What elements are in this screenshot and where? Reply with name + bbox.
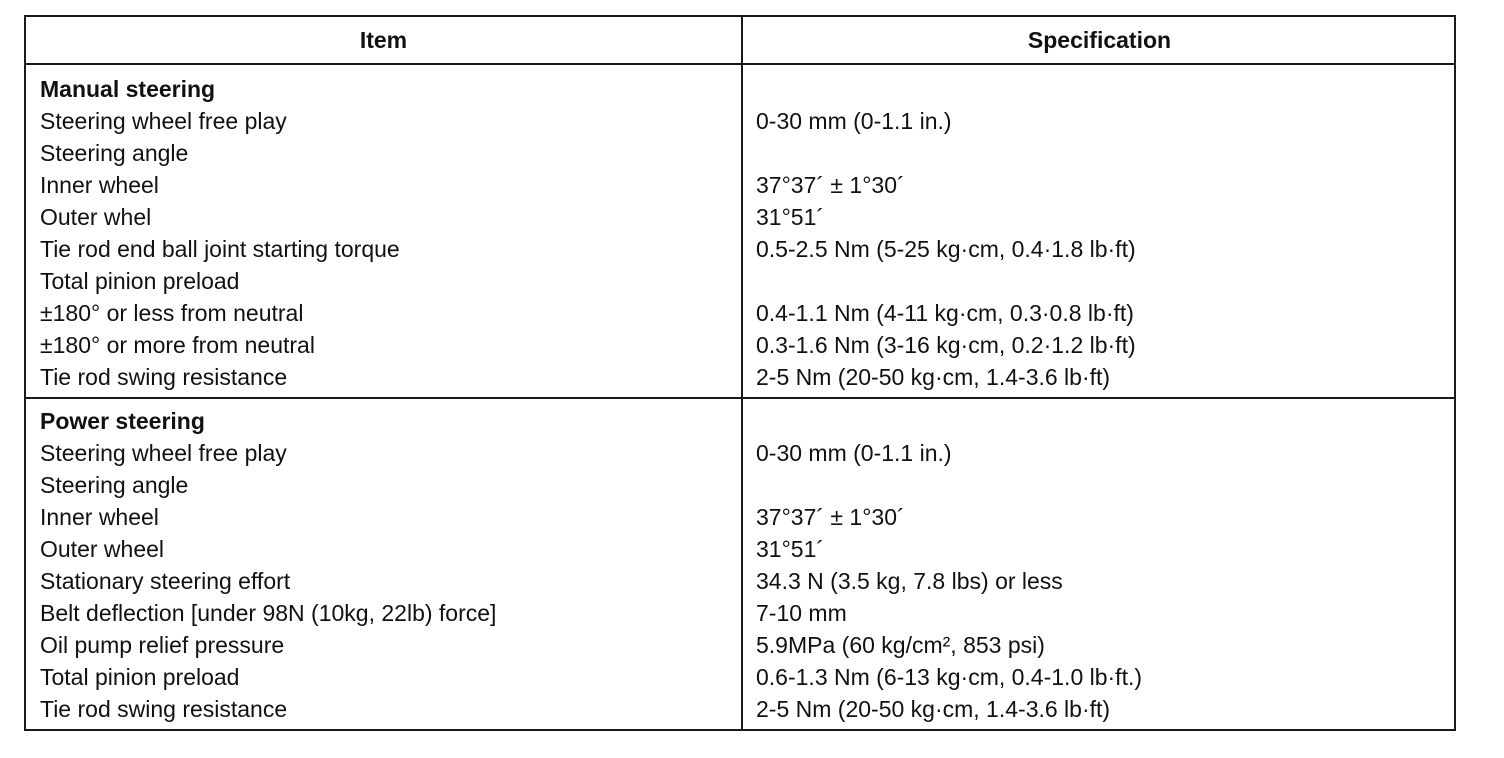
- row-item: Stationary steering effort: [40, 568, 291, 594]
- table-row: [26, 437, 1454, 469]
- spec-table: [24, 15, 1456, 731]
- row-spec: 31°51´: [756, 204, 825, 230]
- row-item: Total pinion preload: [40, 664, 240, 690]
- table-row: [26, 297, 1454, 329]
- row-item: Tie rod end ball joint starting torque: [40, 236, 400, 262]
- row-item: Outer whel: [40, 204, 152, 230]
- row-item: Inner wheel: [40, 172, 159, 198]
- table-row: [26, 469, 1454, 501]
- section-title: Power steering: [40, 408, 205, 434]
- section-power-steering: [26, 399, 1454, 731]
- row-spec: 31°51´: [756, 536, 825, 562]
- table-row: [26, 565, 1454, 597]
- row-item: Oil pump relief pressure: [40, 632, 285, 658]
- row-item: Outer wheel: [40, 536, 165, 562]
- row-spec: 37°37´ ± 1°30´: [756, 172, 905, 198]
- row-spec: 0-30 mm (0-1.1 in.): [756, 108, 952, 134]
- row-spec: 0-30 mm (0-1.1 in.): [756, 440, 952, 466]
- header-specification: Specification: [1027, 27, 1172, 53]
- row-spec: 37°37´ ± 1°30´: [756, 504, 905, 530]
- row-item: Steering angle: [40, 472, 189, 498]
- table-row: [26, 597, 1454, 629]
- section-manual-steering: [26, 65, 1454, 399]
- table-row: [26, 265, 1454, 297]
- row-spec: 34.3 N (3.5 kg, 7.8 lbs) or less: [756, 568, 1063, 594]
- table-row: [26, 169, 1454, 201]
- header-item: Item: [359, 27, 408, 53]
- table-row: [26, 501, 1454, 533]
- table-row: [26, 233, 1454, 265]
- table-row: [26, 661, 1454, 693]
- table-row: [26, 361, 1454, 393]
- table-row: [26, 201, 1454, 233]
- row-spec: 0.3-1.6 Nm (3-16 kg·cm, 0.2·1.2 lb·ft): [756, 332, 1136, 358]
- row-spec: 7-10 mm: [756, 600, 847, 626]
- row-item: ±180° or less from neutral: [40, 300, 304, 326]
- row-item: Tie rod swing resistance: [40, 696, 288, 722]
- row-spec: 0.6-1.3 Nm (6-13 kg·cm, 0.4-1.0 lb·ft.): [756, 664, 1143, 690]
- table-row: [26, 105, 1454, 137]
- row-item: ±180° or more from neutral: [40, 332, 315, 358]
- table-row: [26, 533, 1454, 565]
- row-spec: 0.5-2.5 Nm (5-25 kg·cm, 0.4·1.8 lb·ft): [756, 236, 1136, 262]
- row-item: Steering angle: [40, 140, 189, 166]
- section-title: Manual steering: [40, 76, 216, 102]
- table-row: [26, 329, 1454, 361]
- row-item: Inner wheel: [40, 504, 159, 530]
- row-spec: 2-5 Nm (20-50 kg·cm, 1.4-3.6 lb·ft): [756, 364, 1111, 390]
- row-item: Total pinion preload: [40, 268, 240, 294]
- table-row: [26, 693, 1454, 725]
- row-spec: 5.9MPa (60 kg/cm², 853 psi): [756, 632, 1045, 658]
- row-spec: 0.4-1.1 Nm (4-11 kg·cm, 0.3·0.8 lb·ft): [756, 300, 1134, 326]
- table-header: [26, 17, 1454, 65]
- row-item: Steering wheel free play: [40, 108, 287, 134]
- row-item: Tie rod swing resistance: [40, 364, 288, 390]
- table-row: [26, 629, 1454, 661]
- row-spec: 2-5 Nm (20-50 kg·cm, 1.4-3.6 lb·ft): [756, 696, 1111, 722]
- row-item: Steering wheel free play: [40, 440, 287, 466]
- table-row: [26, 137, 1454, 169]
- row-item: Belt deflection [under 98N (10kg, 22lb) force]: [40, 600, 497, 626]
